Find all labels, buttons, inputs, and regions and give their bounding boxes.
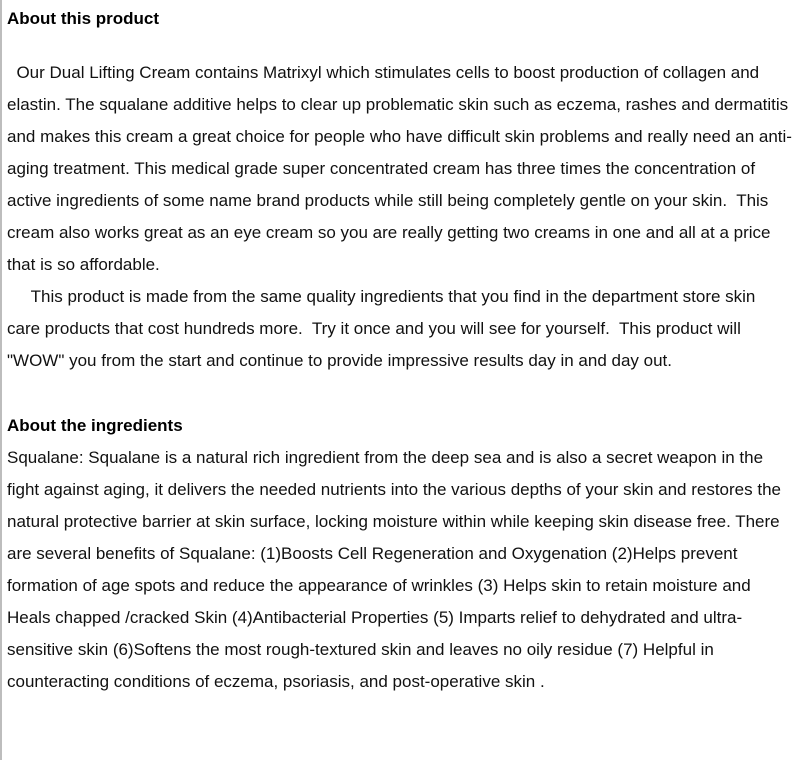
left-border [0,0,2,760]
ingredients-paragraph: Squalane: Squalane is a natural rich ingredient from the deep sea and is also a secret weapon in the fight against aging, it delivers the needed nutrients into the various depths of your skin and restores the natural protective barrier at skin surface, locking moisture within while keeping skin disease free. There are several benefits of Squalane: (1)Boosts Cell Regeneration and Oxygenation (2)Helps prevent formation of age spots and reduce the appearance of wrinkles (3) Helps skin to retain moisture and Heals chapped /cracked Skin (4)Antibacterial Properties (5) Imparts relief to dehydrated and ultra-sensitive skin (6)Softens the most rough-textured skin and leaves no oily residue (7) Helpful in counteracting conditions of eczema, psoriasis, and post-operative skin . [7,448,786,691]
about-product-heading: About this product [7,9,160,28]
product-description [7,0,793,698]
product-paragraph-1: Our Dual Lifting Cream contains Matrixyl which stimulates cells to boost production of collagen and elastin. The squalane additive helps to clear up problematic skin such as eczema, rashes and dermatitis and makes this cream a great choice for people who have difficult skin problems and really need an anti-aging treatment. This medical grade super concentrated cream has three times the concentration of active ingredients of some name brand products while still being completely gentle on your skin. This cream also works great as an eye cream so you are really getting two creams in one and all at a price that is so affordable. [7,63,793,274]
product-paragraph-2: This product is made from the same quality ingredients that you find in the department store skin care products that cost hundreds more. Try it once and you will see for yourself. This product will "WOW" you from the start and continue to provide impressive results day in and day out. [7,287,761,370]
about-product-section [7,3,793,377]
about-ingredients-section [7,410,793,698]
about-ingredients-heading: About the ingredients [7,416,183,435]
